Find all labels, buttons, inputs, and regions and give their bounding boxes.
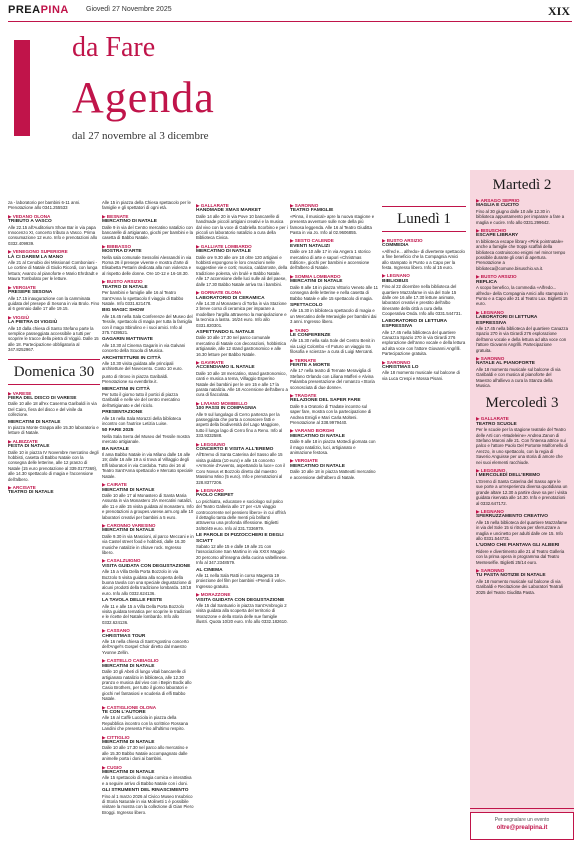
location-label: ▶ LEGNANO [382,273,410,279]
event-title: MERCATINO DI NATALE [290,463,345,469]
location-label: ▶ BIBBASSO [102,243,132,249]
event-description: Alle 10.30 al Cinema Gagarin in via Galvani concerto della Scuola di Musica. [102,342,186,354]
location-label: ▶ LEGGIUNO [196,441,226,447]
day-heading: Domenica 30 [8,359,100,385]
event-description: Alle 22.15 all'Auditorium Show Bar in via papa Innocenzo XI, concerto tributo a Vasco. Prima consumazione 12 euro. Info e prenotazioni allo 0332.409939. [8,224,98,246]
event-description: All'Eremo di Santa Caterina del Sasso alle 15 visita guidata (10 euro) e alle 16 concerto «Armonie d'Avvento, aspettando la luce» con il Coro Novus et Bozzolo diretto dal maestro Massimo Mino (5 euro). Info e prenotazioni al 328.8377206. [196,452,286,485]
header-rule [8,21,572,22]
event-title: LE PAROLE DI PIZZOCCHERI E DEGLI SCIATT [196,533,284,544]
location-label: ▶ TRADATE [290,393,317,398]
event-description: Alle 9 sul lungolago di Cerro partenza per la passeggiata che porta a conoscere fatti e aspetti della biodiversità del Lago Maggiore, tutto il lungo lago di Cerro fino a Reno. Info al 333.9332588. [196,411,283,439]
event-description: Fino al 22 dicembre nella biblioteca del quartiere Mazzafame in via del Sole 15 dalle ore 16 alle 17.30 letture animate, laboratori creativi e prestito dell'albo itinerante della città a cura della Cooperativa Onda. Info allo 0331.544731. [382,284,462,317]
event-description: Alle 15 dal Santuario in piazza Sant'Ambrogio 2 visita guidata alla scoperta del territorio di Morazzone e della storia delle sue famiglie illustri. Quota 10/20 euro. Info allo 0332.182610. [196,603,288,625]
event-title: NATALE AL PIANOFORTE [476,361,535,367]
column-5 [382,200,466,383]
event-description: Alle 17.15 inaugurazione con la camminata guidata del presepe di Sesona in via Brolo. Fino al 6 gennaio dalle 17 alle 19.15. [8,295,100,312]
event-description: Alle 15.30 nella sala Sole del Centro Benit in via Luigi Colombo «Il Futuro un viaggio tra filosofia e scienza» a cura di Luigi Mercanti. [290,338,375,355]
event-title: MERCATINI DI NATALE [8,419,61,425]
event-description: Alle 10 dalla chiesa di Santo Stefano parte la semplice passeggiata accessibile a tutti per scoprire le tracce della pietra di Viggiù. Dalle 15 alle 18. Partecipazione obbligatoria al 347.8252967. [8,325,99,353]
location-label: ▶ CARONNO VARESINO [102,522,156,528]
event-title: TEATRO DI NATALE [102,284,148,290]
event-description: Dalle 9.30 in via Mascioni, al parco Meccani e in via Castel street food e hobbisti, dalle 16.30 musiche natalizie in chiave rock. Ingresso libero. [102,533,194,555]
event-title: MOSTRA D'ARTE [102,249,142,255]
event-description: Alle 17 nella teatro di Ternate Meraviglia di Stefano Orlando con Liliana Mafferi e Alvina Palamba presentazione del romanzo «Storia sconosciuta di due donne». [290,368,375,390]
event-title: MERCATINO DI NATALE [290,433,345,439]
location-label: ▶ VARESE [8,390,32,396]
event-title: BIG MAGIC SHOW [102,308,145,314]
section-date-range: dal 27 novembre al 3 dicembre [72,130,209,142]
event-description: Dalle 10 alle 17.30 nel parco allo mercatino e alle 15.30 Babbo Natale accompagnato dalle animelle porta i doni ai bambini. [102,745,188,762]
event-title: MERCATINI DI NATALE [102,663,155,669]
event-title: MAGLIA E CUCITO [476,203,519,209]
event-title: LABORATORIO DI CERAMICA [196,295,265,301]
event-title: LABORATORI DI LETTURA ESPRESSIVA [476,315,538,326]
event-description: Dalle 14 alle 20 in via Pove 10 bancarelle di handmade piccoli artigiani creativi e la musica dal vivo con la voce di Gabriella Scorbino e per i piccoli un laboratorio natalizio a cura della Biblioteca Civica. [196,213,288,241]
location-label: ▶ BISUSCHIO [476,228,507,234]
header-bar [0,0,580,22]
event-title: GAGARIN MATTINATE [102,337,153,343]
location-label: ▶ CASTIGLIONE OLONA [102,704,157,710]
event-title: LA PIETRA DI VIGGIÙ [8,320,58,326]
event-description: «Alfred e... alfredo» di divertente spettacolo a fine beneficio che la Compagnia Amici allo stampato in Punto o a Capo per la festa. Ingresso libero. Info al 15 euro. [382,248,465,271]
event-title: TEATRO DI NATALE [8,490,54,496]
event-title: CHRISTMAS TOUR [102,633,146,639]
event-title: TRIBUTO A VASCO [8,219,52,225]
event-title: LABORATORIO DI LETTURA ESPRESSIVA [382,318,447,330]
event-description: In biblioteca escape library «Pink pointnatale» anche a famiglie che troppi scaffali della biblioteca costruiscono enigmi nel minor tempo possibile durante gli orari di apertura. Prenotazione a biblioteca@comune.bisuschio.va.it. [476,238,566,271]
event-description: Alle 21 al Cenobio dei Missionari Comboniani - Le cortine di Natale di Giulio Ricordi, con lunga lettura; Avanzo al pianoforte e Mario Ehrdradt e Maura Tombolato per le letture. [8,260,98,282]
event-title: SFERRUZZAMENTO CREATIVO [476,514,549,520]
location-label: ▶ LEGNANO [196,487,224,493]
location-label: ▶ GALLARATE [476,416,509,422]
event-title: MERCATINO DI NATALE [196,249,251,255]
event-description: L'Eremo di Santa Caterina del Sasso apre le sue porte a un'esperienza diversa quotidiana un grande altare 12.30 a partire dove sa per i visita guidata riservata alle 14.30. Info e prenotazioni al 0332.647172. [476,478,568,506]
footer-rule [470,808,574,809]
side-column [476,170,568,597]
event-description: Alle 14.30 al Monastero di Torba in via Stazione 2 breve corso di ceramica per imparare a modellare l'argilla attraverso la manipolazione e la tecnica a lastra. 16/24 euro. Info allo 0331.820301. [196,300,287,328]
event-description: Dalle 10 gli Abeti di lungo vitali bancarelle di artigianato natalizio in biblioteca, alle 12.30 pranzo e musica dal vivo con i Bepin Bodix allo Casio Brothers, per tutto il giorno laboratori e giochi nel fantasiosi e scuderia di elfi Babbo Natale. [102,669,192,702]
event-title: MERCATINO DI NATALE [102,219,157,225]
event-description: Dalle 10 in piazza IV Novembre mercatino degli hobbisti, casetta di Babbo Natale con la consegna delle letterine, alle 12 pranzo di Natale (15 euro prenotazione al 339.0177369), alle 14.30 spettacolo di magia e l'accensione dell'albero. [8,449,99,482]
event-title: CONCERTO E VISITA ALL'EREMO [196,447,274,453]
event-description: za - laboratorio per bambini 6-11 anni. Prenotazione allo 0341.255533 [8,200,81,211]
location-label: ▶ VIGGIÙ [8,314,29,320]
day-heading: Mercoledì 3 [485,395,559,412]
event-title: GLI STRUMENTI DEL RINASCIMENTO [102,788,189,794]
location-label: ▶ SARONNO [476,567,505,573]
newspaper-logo [8,4,69,16]
event-title: I MERCOLEDÌ DELL'EREMO [476,473,541,479]
location-label: ▶ SOMMA LOMBARDO [290,273,341,279]
event-description: Dalle ore 9.30 alle ore 18 oltre 120 artigiani e hobbisti espongono le loro creazioni nelle suggestive vie e corti; musica, caldarroste, della tradizione polenta, vin brulè e Babbo Natale. Alle 17 accensione delle luci sulle ali del paese, dalle 17.30 Babbo Natale arriva tra i bambini. [196,254,288,287]
event-description: Il ama Babbo Natale in via Milano dalle 16 alle 19; dalle 16 alle 19 a si trova al Villaggio degli Elfi laboratori in via Cordoba. Tutto dei 16 al Teatro Sant'Anna spettacolo e Mercato speciale Natale. [102,452,193,479]
event-description: Dalle 10 alle 18 all'ex Caserma Garibaldi in via Del Cairo, fiera del disco e del vinile da collezione. [8,401,97,418]
logo-part-1: PREA [8,4,41,16]
event-description: Alle 16 nella chiesa di Sant'Agostino concerto dell'Angel's Gospel Choir diretto dal maestro Yvonne Zellin. [102,639,189,655]
event-title: BIBLIOBUS [382,278,409,284]
event-title: MERCATINI DI NATALE [102,739,155,745]
event-title: TEATRO SCUOLE [476,421,517,427]
column-1 [8,200,100,496]
event-description: Dalle 9 in via del Centro mercatino natalizio con bancarelle di artigianato, giochi per bambini e la casetta di Babbo Natale. [102,224,194,241]
location-label: ▶ ARCISATE [8,485,36,491]
event-description: Per tutto il giorno tutto il portici di piazza Garibaldi e nelle vie del centro mercatino dell'artigianato e del riciclo. [102,392,180,408]
contact-email[interactable]: oltre@prealpina.it [496,825,548,831]
location-label: ▶ BUSTO ARSIZIO [102,279,143,285]
location-label: ▶ LEGNANO [476,309,504,315]
event-description: Per bambini e famiglie alle 16 al Teatro Sant'Anna lo spettacolo Il viaggio di Babbo Natale. Info 0331.621478. [102,290,184,306]
location-label: ▶ VERGIATE [8,284,36,290]
event-description: Alle 15 a Villa Della Porta Bozzolo in via Bozzolo 5 visita guidata alla scoperta della buona tavola con una speciale degustazione di alcuni prodotti della tradizione lombarda. 10/18 euro. Info allo 0332.624136. [102,569,192,596]
event-title: 100 PASSI IN COMPAGNIA [196,406,257,412]
location-label: ▶ BESNATE [102,213,129,219]
event-title: L'UOMO CHE PIANTAVA GLI ALBERI [476,543,560,549]
event-title: ASPETTANDO IL NATALE [196,329,255,335]
location-label: ▶ VERGIATE [290,458,318,464]
event-description: Alle 18 momento musicale sul balcone di via Garibaldi e Recitazione dei Laboratori Teatrali 2025 del Teatro Giuditta Pasta. [476,578,563,595]
event-description: Alle 15 nella biblioteca del quartiere Mazzafame in via del Sole 15 si ritrova per sferruzzare a maglia e uncinetto per adulti dalle ore 15. Info allo 0331.544731. [476,519,568,541]
location-label: ▶ SESTO CALENDE [290,238,334,244]
event-title: COMMEDIA [382,243,409,249]
event-description: Alle 15 in piazza della Chiesa spettacolo per le famiglie e gli spettatori di ogni età. [102,200,191,211]
event-title: TE CON L'AUTORE [102,709,146,715]
event-description: Dalle ore 10 alle 17 in via Angera 1 storico mercatino di arte e sapori «Christmas Edition», giochi per bambini e accensione dell'albero di Natale. [290,249,371,271]
event-description: Alle 15.30 in biblioteca spettacolo di magia e un Mercatino delle Meraviglie per bambini dai 3 anni. Ingresso libero. [290,308,377,325]
event-title: RELAZIONE DEL SAPER FARE [290,398,361,404]
event-description: Alle 15 spettacolo di magia comica e interattiva e a seguire arrivo di Babbo Natale con i doni. [102,775,192,786]
event-title: LA TAVOLA DELLE FESTE [102,598,163,604]
event-title: PRESEPE SESONA [8,290,53,296]
event-title: CHRISTMAS LO [382,364,419,370]
section-title: Agenda [72,73,215,122]
event-title: FIERA DEL DISCO DI VARESE [8,395,77,401]
location-label: ▶ SARONNO [290,203,319,208]
location-label: ▶ GALLIATE LOMBARDO [196,243,252,249]
event-description: Alle 10.30 visita guidata alle principali architetture del Novecento. Costo 10 euro. [102,360,183,372]
location-label: ▶ TAINO [290,327,309,333]
event-title: EVENTI NATALIZI [290,243,330,249]
contact-label: Per segnalare un evento [494,817,550,823]
event-description: Dalle 10 alle 17 al Monastero di Santa Maria Assunta in via Monastero 2/A mercatini natalizi, alle 11 e alle 15 visita guidata al monastero. Info e prenotazioni a groupes.varese.arm.org alle 10 laboratori creativi per bambini a 5 euro. [102,492,194,520]
event-title: VISITA GUIDATA CON DEGUSTAZIONE [196,597,285,603]
event-title: LÀ CI DAREM LA MANO [8,254,63,260]
event-description: Per le scuole per la stagione teatrale del Teatro delle Arti con «Madeleine» Andrea Zanon di Stefano Maroni alle 21. Con l'intensa attrice sui palco e l'attore Paolo Del Portonte Malfornello di Arezzo, in uno spettacolo, con la regia di Saverio Anguisse per una storia di amore che nei suoi elementi racchiude. [476,427,568,465]
location-label: ▶ CASALZUIGNO [102,558,141,564]
event-title: SPETTACOLO [290,302,323,308]
event-description: Fino al 30 giugno dalle 10 alle 12.30 in biblioteca appuntamento per imparare a fare a maglia e cucire. Info allo 0331.299642. [476,208,565,225]
location-label: ▶ ARSAGO SEPRIO [476,198,520,203]
event-title: ESCAPE LIBRARY [476,233,519,239]
event-title: LE CONFERENZE [290,332,331,338]
event-title: PAOLO CREPET [196,493,234,499]
location-label: ▶ CITTIGLIO [102,734,130,740]
event-description: Lo psichiatra, educatore e sociologo sul palco del Teatro Galleria alle 17 per «Un viaggio controcorrente nel pensiero libero» in cui offrirà il dettaglio tanta delle menti più brillanti attraverso una profonda riflessione. Biglietti 34/50/49 euro. Info al 331.7336979. [196,498,286,531]
event-title: VISITA GUIDATA CON DEGUSTAZIONE [102,563,191,569]
event-title: MERCATINI DI NATALE [102,770,155,775]
event-title: HANDMADE XMAS MARKET [196,208,262,214]
location-label: ▶ MORAZZONE [196,592,231,598]
event-description: Ridere e divertimento alle 21 al Teatro Galleria con la prima opera in programma dal Teatro Menteselfie. Biglietti 25/14 euro. [476,548,565,565]
event-description: Dalle 10 alle 17.30 nel parco comunale mercatino di Natale con decorazioni, hobbistica artigianale, alle 12 stand gastronomico e alle 16.30 letture per Babbo Natale. [196,335,287,357]
location-label: ▶ CASTELLO CABIAGLIO [102,658,159,664]
logo-part-2: PINA [40,4,69,16]
event-description: Alle 16 al Caffè Lucciola in piazza della Repubblica incontro con la scrittrice Rossana Landini che presenta Fino all'ultimo respiro. [102,715,188,732]
event-description: Alle 17.45 nella biblioteca del quartiere Canazza Spazio 270 in via Girardi 276 esplorazione dell'anno vocale e della lettura ad alta voce con l'attore Giovanni Angrìlli. Partecipazione gratuita. [476,325,568,353]
column-2 [102,200,194,817]
event-description: Alle 17.45 nella biblioteca del quartiere Canazza Spazio 270 in via Girardi 276 esplorazione dell'anno vocale e della lettura ad alta voce con l'attore Giovanni Angrìlli. Partecipazione gratuita. [382,329,466,357]
event-description: In piazza Monte Grappa alle 15.30 laboratorio e letture di Natale. [8,425,99,436]
location-label: ▶ GORNATE OLONA [196,290,242,296]
contact-box [470,812,574,840]
location-label: ▶ BUSTO ARSIZIO [382,238,423,243]
event-description: Dalle 10 alle 18 in piazza Matteotti mercatino e accensione dell'albero di Natale. [290,469,376,480]
event-title: BA NATALE [102,446,129,452]
event-description: Alle 11 e alle 15 a Villa Della Porta Bozzolo visita guidata tematica per scoprire le tradizioni e le ricette del Natale lombardo. Info allo 0332.624136. [102,603,192,625]
event-title: ARCHITETTURE IN CITTÀ [102,355,161,361]
location-label: ▶ LEGGIUNO [476,468,506,474]
location-label: ▶ CASSANO [102,628,130,634]
event-title: AL CINEMA [196,567,223,573]
location-label: ▶ LEGNANO [476,508,504,514]
location-label: ▶ GAVIRATE [196,359,224,365]
event-description: A scopo benefico, la commedia «Alfredo... alfredo» della Compagnia Amici allo stampato in Punto e a Capo alle 21 al Teatro Lux. Biglietti 15 euro. [476,285,568,307]
event-title: MERCATINI IN CITTÀ [102,386,150,392]
event-description: «Pinna, il musical» apre la nuova stagione e presenta avventure sulle note della più famosa leggenda. Alle 16 al Teatro Giuditta Pasta in via Jo. Info al 02.9606855. [290,213,375,236]
event-description: Dalle 9 a Oratorio di Tradate incontro sul saper fare, mostra con la partecipazione di Andrea Emigli e Mari Carla Molteni. Prenotazione al 338.9979440. [290,403,372,426]
day-heading: Martedì 2 [492,177,552,193]
day-heading: Lunedì 1 [382,206,466,232]
event-description: Dalle 8 alle 18 in piazza Vittorio Veneto alle 11 consegna delle letterine e nella casetta di Babbo Natale e alle 15 spettacolo di magia. [290,284,378,301]
event-description: Sabato 12 alle 15 e dalle 19 alle 21 con l'associazione San Martino in via XXIX Maggio 20 percorso all'insegna della cucina valtellinese. Info al 347.2348579. [196,543,288,566]
location-label: ▶ GALLARATE [196,203,229,208]
event-title: FERITE A MORTE [290,362,331,368]
issue-date: Giovedì 27 Novembre 2025 [86,6,172,13]
location-label: ▶ BUSTO ARSIZIO [476,274,517,280]
event-description: Fino al 1 marzo 2026 al Civico Museo Insubrico di Storia Naturale in via Molinetti 1 è possibile visitare la mostra con la collezione di Gian Piero Broggi. Ingresso libero. [102,793,194,815]
location-label: ▶ ALBIZZATE [8,438,38,444]
event-description: punto di ritrovo in piazza Garibaldi. Prenotazione su eventbrite.it. [102,373,169,385]
event-title: FESTA DI NATALE [8,444,50,450]
location-label: ▶ TERNATE [290,357,317,363]
location-label: ▶ CAIRATE [102,482,127,488]
event-title: MERCATINI DI NATALE [102,528,155,534]
event-title: ACCENDIAMO IL NATALE [196,365,255,371]
event-title: MERCATINI DI NATALE [290,279,343,285]
event-description: Nella Sala Serra del Museo del Tessile mostra mercato artigianale. [102,433,190,445]
section-bracket [14,40,44,136]
event-title: REPLICA [476,279,498,285]
page-number: XIX [547,4,570,18]
event-description: Alle 18 momento musicale sul balcone di via Garibaldi e con musica al pianoforte del Maestro all'allievo a cura la Stanza della Musica. [476,366,561,388]
event-description: Nella sala comunale Sessolini Alessandri in via Roma 26 il presepe vivente e mostra d'arte di Elisabetta Pettarin dedicata alla non violenza e al rispetto delle donne. Ore 10-12 e 16-18.30. [102,254,192,276]
column-3 [196,200,288,627]
section-kicker: da Fare [72,32,156,63]
event-description: Alle 16.45 nella Sala Conferenze del Museo del Tessile, spettacolo di magia per tutta la famiglia con il mago Sbirulino e i suoi amici. Info al 375.7439521. [102,313,193,335]
event-title: 50 FARE 2025 [102,428,134,434]
event-description: Alle 16 nella Sala Morazzi della biblioteca incontro con l'autrice Letizia Luise. [102,415,182,427]
location-label: ▶ SARONNO [476,355,505,361]
event-description: Alle 18 momento musicale sul balcone di via Luca Crespi e Mossa Pisani. [382,370,460,381]
location-label: ▶ SARONNO [382,359,411,365]
event-title: MERCATINI DI NATALE [102,487,155,493]
event-description: Alle 11 nella Sala Ratti in corso Magenta 19 proiezione del film per bambini «Prendi il volo». Ingresso gratuito. [196,573,287,589]
event-title: TU PASTA NOTIZIE DI NATALE [476,573,546,579]
event-description: Dalle 10 alle 18 mercatino, stand gastronomico, canti e musica a tema, Villaggio Esperino Natale dei bambini per le ore 15 e alle 17 la parata natalizia. Alle 18 Accensione dell'albero a cura di fiaccolata. [196,370,288,398]
side-panel [470,170,574,812]
location-label: ▶ VEDANO OLONA [8,213,51,219]
event-title: PRESENTAZIONE [102,410,143,416]
event-description: Dalle 9 alle 18 in piazza Mottedi giornata con il mago natalizio, luci, artigianato e animazione festosa. [290,439,376,456]
location-label: ▶ VARANO BORGHI [290,428,335,434]
column-4 [290,200,378,482]
location-label: ▶ CUGIO [102,764,122,770]
location-label: ▶ LIVIANO MOMBELLO [196,400,248,406]
location-label: ▶ VENEGONO SUPERIORE [8,249,68,255]
event-title: TEATRO FAMIGLIE [290,208,334,214]
